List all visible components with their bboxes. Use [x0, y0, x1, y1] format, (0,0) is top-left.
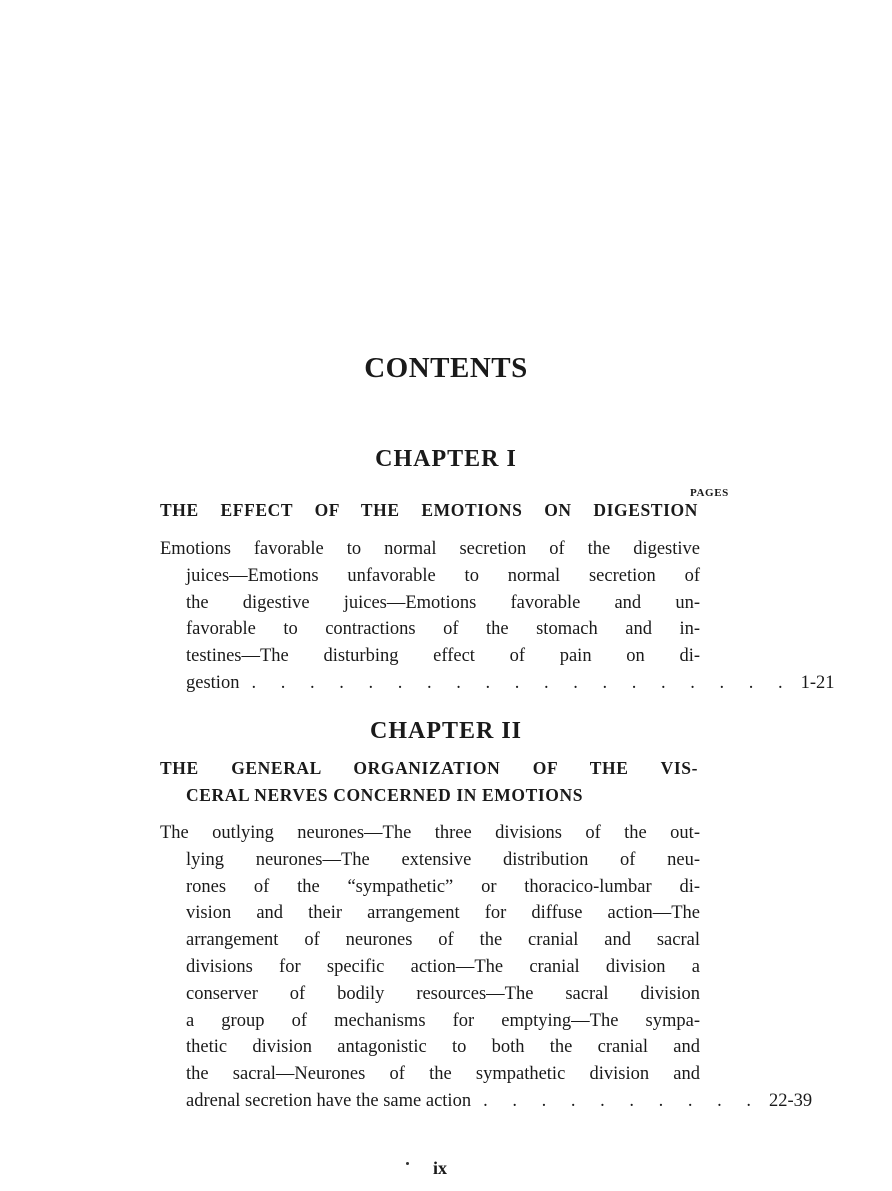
- summary-line: a group of mechanisms for emptying—The sympa-: [186, 1010, 700, 1031]
- chapter-2-title-line: CERAL NERVES CONCERNED IN EMOTIONS: [186, 785, 584, 805]
- chapter-2-title-line: THE GENERAL ORGANIZATION OF THE VIS-: [160, 758, 698, 778]
- summary-last-line: [160, 670, 835, 697]
- chapter-2-summary: [160, 820, 813, 1115]
- dot-leader: . . . . . . . . . .: [483, 1090, 761, 1111]
- summary-line: divisions for specific action—The cranial division a: [186, 956, 700, 977]
- summary-line: the sacral—Neurones of the sympathetic division and: [186, 1064, 700, 1085]
- pages-column-label: PAGES: [690, 487, 729, 499]
- summary-line: favorable to contractions of the stomach and in-: [186, 619, 700, 640]
- chapter-1-title-line: THE EFFECT OF THE EMOTIONS ON DIGESTION: [160, 500, 698, 520]
- contents-heading: CONTENTS: [364, 352, 528, 384]
- summary-line: arrangement of neurones of the cranial and sacral: [186, 930, 700, 951]
- chapter-1-summary: [160, 536, 835, 697]
- page-number: ix: [432, 1158, 447, 1178]
- summary-last-line: [160, 1088, 813, 1115]
- chapter-2-title: [160, 755, 698, 809]
- summary-last-text: adrenal secretion have the same action: [186, 1090, 472, 1111]
- summary-line: The outlying neurones—The three divisions of the out-: [160, 823, 700, 843]
- summary-last-text: gestion: [186, 672, 240, 693]
- summary-line: Emotions favorable to normal secretion of the digestive: [160, 539, 700, 559]
- summary-line: testines—The disturbing effect of pain on di-: [186, 646, 700, 667]
- summary-line: thetic division antagonistic to both the cranial and: [186, 1037, 700, 1058]
- chapter-2-heading: CHAPTER II: [369, 718, 523, 744]
- chapter-1-heading: CHAPTER I: [375, 446, 517, 472]
- summary-line: lying neurones—The extensive distribution of neu-: [186, 849, 700, 870]
- summary-line: juices—Emotions unfavorable to normal secretion of: [186, 565, 700, 586]
- summary-line: vision and their arrangement for diffuse action—The: [186, 903, 700, 924]
- summary-line: the digestive juices—Emotions favorable and un-: [186, 592, 700, 613]
- chapter-1-pages: 1-21: [800, 672, 835, 693]
- summary-line: rones of the “sympathetic” or thoracico-lumbar di-: [186, 876, 700, 897]
- chapter-1-title: [160, 497, 698, 524]
- summary-line: conserver of bodily resources—The sacral division: [186, 983, 700, 1004]
- chapter-2-pages: 22-39: [768, 1090, 813, 1111]
- dot-leader: . . . . . . . . . . . . . . . . . . .: [251, 672, 793, 693]
